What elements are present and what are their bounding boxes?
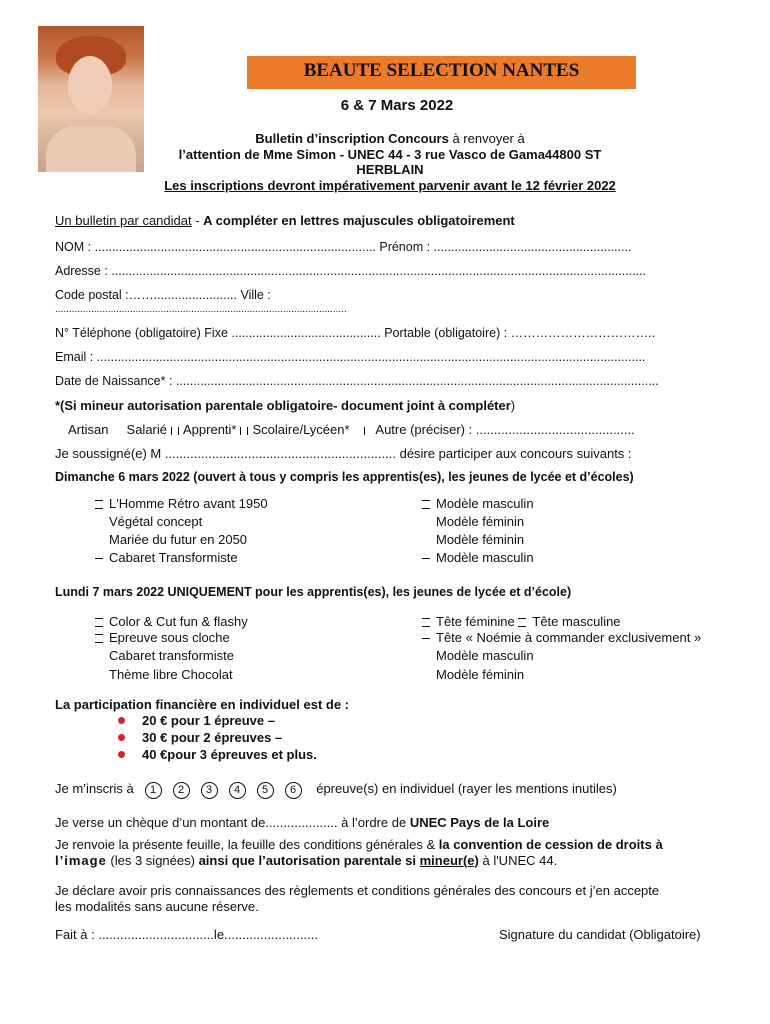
statut-autre[interactable]: Autre (préciser) : ............................................	[375, 422, 635, 437]
lundi-item[interactable]: Thème libre Chocolat	[109, 667, 233, 682]
checkbox-icon[interactable]	[422, 638, 430, 640]
choice-5[interactable]: 5	[257, 782, 274, 799]
address-line-3: HERBLAIN	[356, 162, 424, 177]
checkbox-icon[interactable]	[518, 618, 526, 627]
mineur-note: *(Si mineur autorisation parentale obligatoire- document joint à compléter)	[55, 398, 516, 413]
dimanche-item[interactable]: Végétal concept	[109, 514, 203, 529]
choice-2[interactable]: 2	[173, 782, 190, 799]
participation-title: La participation financière en individuel est de :	[55, 697, 350, 712]
nom-prenom-field[interactable]: NOM : ................................................................................. Prénom : .........................................................	[55, 240, 632, 254]
choice-4[interactable]: 4	[229, 782, 246, 799]
declaration-line-2: les modalités sans aucune réserve.	[55, 899, 259, 914]
lundi-model[interactable]: Modèle masculin	[436, 648, 534, 663]
tarif-item: 20 € pour 1 épreuve –	[142, 713, 275, 728]
soussigne-line[interactable]: Je soussigné(e) M ................................................................ désire participer aux concours suivants :	[55, 446, 632, 461]
checkbox-icon[interactable]	[422, 558, 430, 560]
dimanche-model[interactable]: Modèle féminin	[436, 532, 525, 547]
lundi-model[interactable]: Tête « Noémie à commander exclusivement »	[422, 630, 701, 645]
renvoie-line-2: l’image (les 3 signées) ainsi que l’autorisation parentale si mineur(e) à l'UNEC 44.	[55, 853, 558, 868]
choice-6[interactable]: 6	[285, 782, 302, 799]
checkbox-icon[interactable]	[95, 500, 103, 509]
dimanche-item[interactable]: Cabaret Transformiste	[95, 550, 238, 565]
lundi-item[interactable]: Color & Cut fun & flashy	[95, 614, 248, 629]
checkbox-icon[interactable]	[95, 618, 103, 627]
lundi-item[interactable]: Cabaret transformiste	[109, 648, 234, 663]
renvoie-line-1: Je renvoie la présente feuille, la feuille des conditions générales & la convention de cession de droits à	[55, 837, 663, 852]
declaration-line-1: Je déclare avoir pris connaissances des règlements et conditions générales des concours et j’en accepte	[55, 883, 660, 898]
dimanche-model[interactable]: Modèle féminin	[436, 514, 525, 529]
checkbox-icon[interactable]	[422, 618, 430, 627]
tarif-item: 40 €pour 3 épreuves et plus.	[142, 747, 317, 762]
dimanche-model[interactable]: Modèle masculin	[422, 550, 534, 565]
email-field[interactable]: Email : ..............................................................................................................................................................	[55, 350, 646, 364]
telephone-field[interactable]: N° Téléphone (obligatoire) Fixe ........................................... Portable (obligatoire) : ……………………………..	[55, 326, 656, 340]
signature-label: Signature du candidat (Obligatoire)	[499, 927, 701, 942]
bullet-icon	[118, 734, 125, 741]
choice-3[interactable]: 3	[201, 782, 218, 799]
lundi-item[interactable]: Epreuve sous cloche	[95, 630, 230, 645]
address-line-1: Bulletin d’inscription Concours à renvoyer à	[255, 131, 525, 146]
event-title-banner: BEAUTE SELECTION NANTES	[247, 56, 636, 89]
form-intro: Un bulletin par candidat - A compléter en lettres majuscules obligatoirement	[55, 213, 515, 228]
statut-salarie[interactable]: Salarié	[126, 422, 167, 437]
checkbox-icon[interactable]	[422, 500, 430, 509]
event-dates: 6 & 7 Mars 2022	[340, 97, 454, 114]
bullet-icon	[118, 717, 125, 724]
code-postal-ville-field[interactable]: Code postal :……........................ Ville :	[55, 288, 271, 302]
tarif-item: 30 € pour 2 épreuves –	[142, 730, 283, 745]
address-extra-line[interactable]: .........................................................................................................	[55, 304, 347, 315]
checkbox-icon[interactable]	[171, 427, 179, 435]
dimanche-model[interactable]: Modèle masculin	[422, 496, 534, 511]
statut-scolaire[interactable]: Scolaire/Lycéen*	[252, 422, 350, 437]
lundi-model[interactable]: Modèle féminin	[436, 667, 525, 682]
model-portrait-image	[38, 26, 144, 172]
dimanche-title: Dimanche 6 mars 2022 (ouvert à tous y compris les apprentis(es), les jeunes de lycée et d’écoles)	[55, 470, 634, 484]
statut-apprenti[interactable]: Apprenti*	[183, 422, 237, 437]
inscris-line: Je m’inscris à 1 2 3 4 5 6 épreuve(s) en individuel (rayer les mentions inutiles)	[55, 781, 617, 799]
statut-row	[68, 422, 635, 437]
date-naissance-field[interactable]: Date de Naissance* : ...........................................................................................................................................	[55, 374, 659, 388]
checkbox-icon[interactable]	[95, 558, 103, 560]
deadline-notice: Les inscriptions devront impérativement parvenir avant le 12 février 2022	[164, 178, 616, 193]
statut-artisan[interactable]: Artisan	[68, 422, 109, 437]
cheque-line[interactable]: Je verse un chèque d’un montant de.................... à l’ordre de UNEC Pays de la Loire	[55, 815, 550, 830]
lundi-model[interactable]: Tête féminine Tête masculine	[422, 614, 621, 629]
dimanche-item[interactable]: L'Homme Rétro avant 1950	[95, 496, 268, 511]
adresse-field[interactable]: Adresse : ..........................................................................................................................................................	[55, 264, 647, 278]
dimanche-item[interactable]: Mariée du futur en 2050	[109, 532, 248, 547]
lundi-title: Lundi 7 mars 2022 UNIQUEMENT pour les apprentis(es), les jeunes de lycée et d’école)	[55, 585, 572, 599]
checkbox-icon[interactable]	[240, 427, 248, 435]
checkbox-icon[interactable]	[364, 427, 371, 435]
checkbox-icon[interactable]	[95, 634, 103, 643]
fait-a-field[interactable]: Fait à : ................................le..........................	[55, 927, 318, 942]
choice-1[interactable]: 1	[145, 782, 162, 799]
address-line-2: l’attention de Mme Simon - UNEC 44 - 3 rue Vasco de Gama44800 ST	[178, 147, 602, 162]
bullet-icon	[118, 751, 125, 758]
